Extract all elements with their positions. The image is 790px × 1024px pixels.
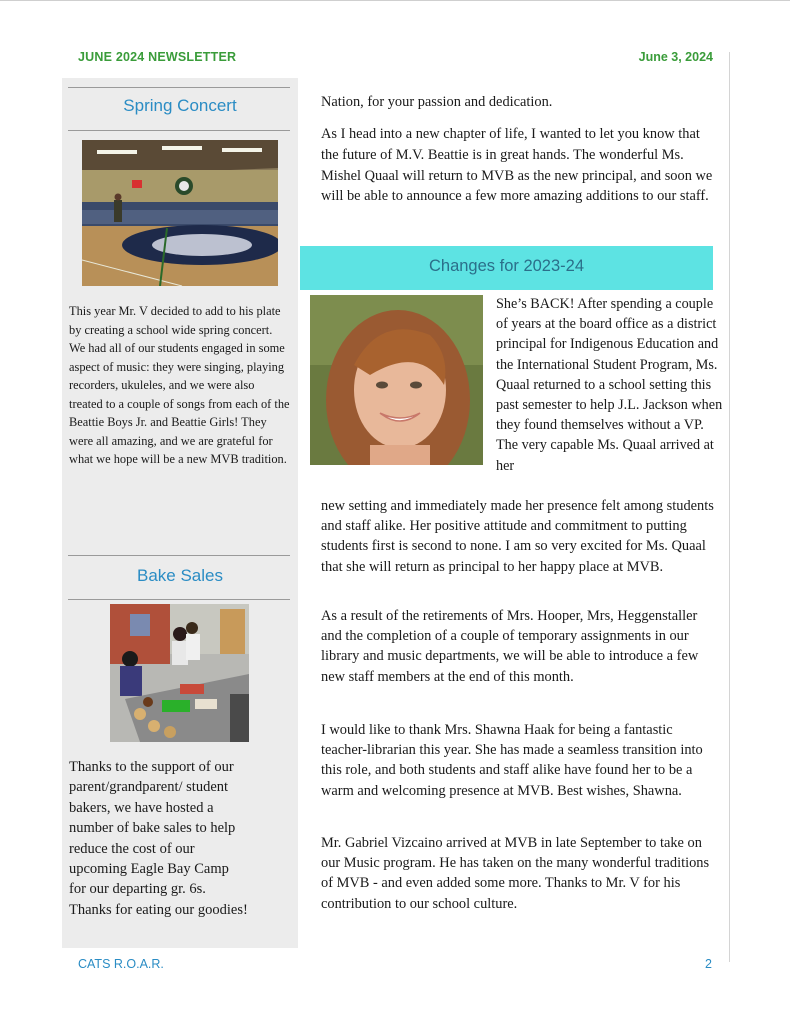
paragraph-nation: Nation, for your passion and dedication. — [321, 94, 553, 110]
sidebar-rule — [68, 130, 290, 131]
concert-illustration — [82, 140, 278, 286]
paragraph-vizcaino: Mr. Gabriel Vizcaino arrived at MVB in late September to take on our Music program. He has taken on the many wonderful traditions of MVB - and even added some more. Thanks to Mr. V for his contribution to our school culture. — [321, 835, 710, 912]
bake-sales-heading: Bake Sales — [137, 566, 223, 585]
sidebar-rule — [68, 599, 290, 600]
paragraph-new-setting: new setting and immediately made her presence felt among students and staff alike. Her positive attitude and commitment to putting students first is second to none. I am so very excited for Ms. Quaal that she will return as principal to her happy place at MVB. — [321, 498, 714, 575]
sidebar-rule — [68, 555, 290, 556]
page-number: 2 — [705, 957, 712, 971]
page-top-border — [0, 0, 790, 1]
footer-motto: CATS R.O.A.R. — [78, 957, 164, 971]
bake-sale-photo — [110, 604, 249, 742]
bake-sale-illustration — [110, 604, 249, 742]
spring-concert-photo — [82, 140, 278, 286]
section-title: Changes for 2023-24 — [428, 257, 585, 275]
column-divider — [729, 52, 730, 962]
sidebar — [62, 78, 298, 948]
section-banner — [300, 246, 713, 290]
newsletter-title: JUNE 2024 NEWSLETTER — [78, 50, 237, 64]
concert-text: This year Mr. V decided to add to his plate by creating a school wide spring concert. We had all of our students engaged in some aspect of music: they were singing, playing recorders, ukuleles, and we were also treated to a couple of songs from each of the Beattie Boys Jr. and Beattie Girls! They were all amazing, and we are grateful for what we hope will be a new MVB tradition. — [69, 304, 290, 466]
paragraph-new-chapter: As I head into a new chapter of life, I wanted to let you know that the future of M.V. Beattie is in great hands. The wonderful Ms. Mishel Quaal will return to MVB as the new principal, and soon we will be able to announce a few more amazing additions to our staff. — [321, 126, 713, 205]
bake-sales-text: Thanks to the support of our parent/grandparent/ student bakers, we have hosted a number of bake sales to help reduce the cost of our upcoming Eagle Bay Camp for our departing gr. 6s. Thanks for eating our goodies! — [69, 759, 248, 918]
newsletter-date: June 3, 2024 — [638, 50, 713, 64]
ms-quaal-portrait — [310, 295, 483, 465]
concert-heading: Spring Concert — [123, 96, 237, 115]
paragraph-retirements: As a result of the retirements of Mrs. Hooper, Mrs, Heggenstaller and the completion of a couple of temporary assignments in our library and music departments, we will be able to introduce a few new staff members at the end of this month. — [321, 608, 699, 685]
portrait-illustration — [310, 295, 483, 465]
paragraph-thanks-haak: I would like to thank Mrs. Shawna Haak for being a fantastic teacher-librarian this year. She has made a seamless transition into this role, and both students and staff alike have found her to be a warm and welcoming presence at MVB. Best wishes, Shawna. — [321, 722, 703, 799]
paragraph-shes-back: She’s BACK! After spending a couple of years at the board office as a district principal for Indigenous Education and the International Student Program, Ms. Quaal returned to a school setting this past semester to help J.L. Jackson when they found themselves without a VP. The very capable Ms. Quaal arrived at her — [496, 296, 723, 474]
sidebar-rule — [68, 87, 290, 88]
